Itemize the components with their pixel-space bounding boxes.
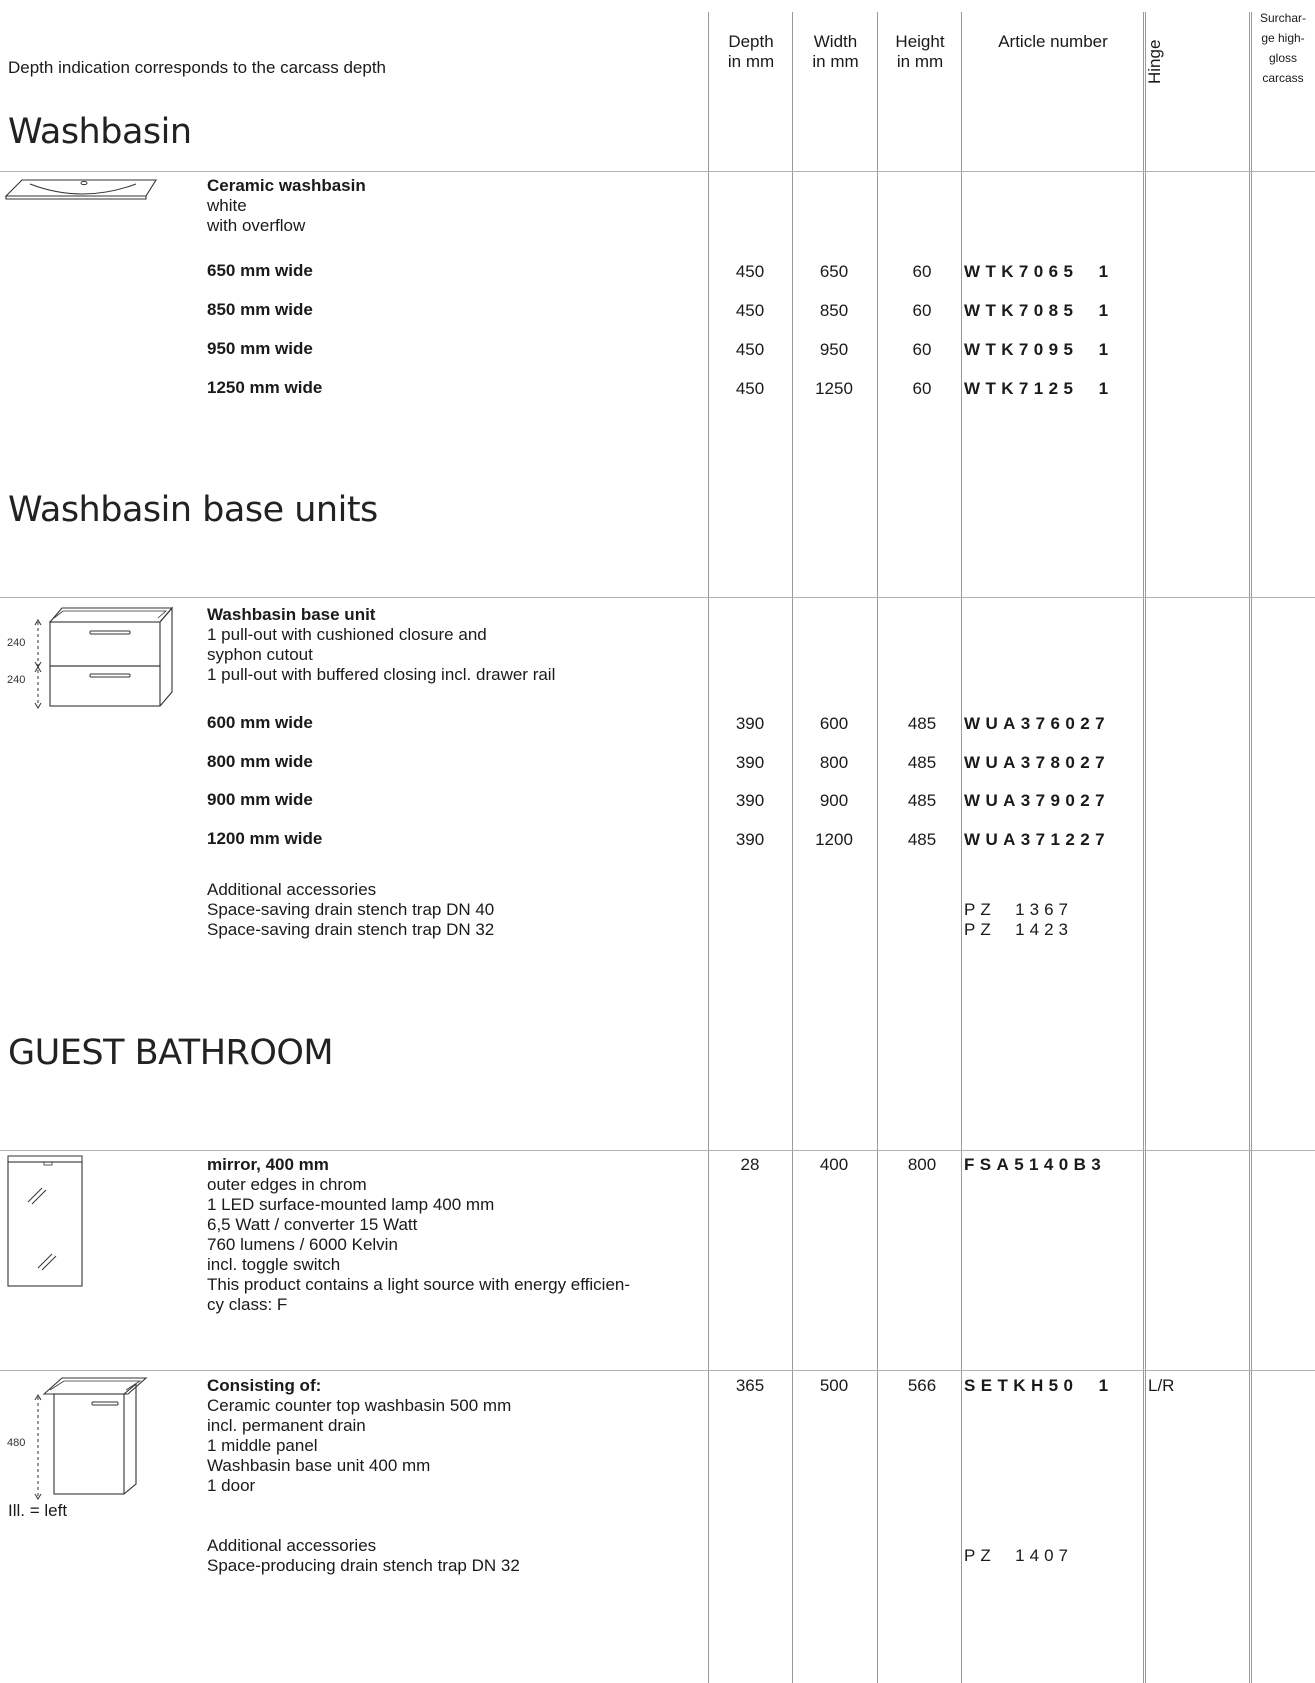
surcharge-header-line: ge high-	[1261, 31, 1305, 45]
width-cell: 900	[819, 791, 849, 810]
mirror-illustration	[6, 1154, 86, 1288]
section-separator	[0, 171, 1315, 172]
section-separator	[0, 1150, 1315, 1151]
surcharge-header-line: carcass	[1262, 71, 1304, 85]
depth-column-header	[710, 32, 792, 72]
product-line: outer edges in chrom	[207, 1175, 367, 1194]
height-cell: 60	[912, 262, 932, 281]
depth-cell: 390	[735, 714, 765, 733]
row-label: 1200 mm wide	[207, 829, 323, 848]
article-cell: WTK7125 1	[964, 379, 1114, 398]
dimension-label: 480	[7, 1437, 26, 1449]
product-line: white	[207, 196, 247, 215]
depth-cell: 450	[735, 262, 765, 281]
column-divider	[1249, 12, 1252, 1683]
product-line: 1 door	[207, 1476, 256, 1495]
accessory-item: Space-producing drain stench trap DN 32	[207, 1556, 520, 1575]
width-cell: 850	[819, 301, 849, 320]
height-cell: 60	[912, 340, 932, 359]
product-line: 6,5 Watt / converter 15 Watt	[207, 1215, 418, 1234]
height-cell: 800	[907, 1155, 937, 1174]
width-cell: 800	[819, 753, 849, 772]
product-line: cy class: F	[207, 1295, 288, 1314]
product-line: Ceramic counter top washbasin 500 mm	[207, 1396, 512, 1415]
depth-cell: 365	[735, 1376, 765, 1395]
width-cell: 1200	[815, 830, 853, 849]
dimension-arrow-icon	[34, 620, 42, 708]
width-cell: 1250	[815, 379, 853, 398]
article-cell: WUA371227	[964, 830, 1110, 849]
height-cell: 485	[907, 830, 937, 849]
accessories-block	[207, 880, 494, 940]
row-label: 1250 mm wide	[207, 378, 323, 397]
product-line: 1 pull-out with cushioned closure and	[207, 625, 487, 644]
product-line: Washbasin base unit 400 mm	[207, 1456, 431, 1475]
height-cell: 60	[912, 379, 932, 398]
height-column-header	[879, 32, 961, 72]
illustration-note: Ill. = left	[8, 1501, 68, 1520]
width-cell: 950	[819, 340, 849, 359]
section-title-base-units: Washbasin base units	[8, 490, 378, 530]
row-label: 950 mm wide	[207, 339, 313, 358]
article-cell: WUA378027	[964, 753, 1110, 772]
width-header-unit: in mm	[812, 52, 859, 71]
depth-header-unit: in mm	[727, 52, 775, 71]
depth-cell: 390	[735, 753, 765, 772]
product-name: Consisting of:	[207, 1376, 322, 1395]
dimension-arrow-icon	[34, 1395, 42, 1499]
height-header-line: Height	[895, 32, 945, 51]
article-cell: WTK7085 1	[964, 301, 1114, 320]
accessory-item: Space-saving drain stench trap DN 40	[207, 900, 495, 919]
row-label: 600 mm wide	[207, 713, 313, 732]
depth-note: Depth indication corresponds to the carcass depth	[8, 58, 387, 77]
washbasin-base-unit-illustration	[46, 604, 176, 708]
accessories-block	[207, 1536, 520, 1576]
dimension-label: 240	[7, 637, 26, 649]
surcharge-header-line: gloss	[1268, 51, 1297, 65]
product-line: syphon cutout	[207, 645, 313, 664]
section-title-guest-bathroom: GUEST BATHROOM	[8, 1033, 334, 1073]
width-header-line: Width	[813, 32, 858, 51]
base-unit-desc	[207, 605, 555, 685]
column-divider	[792, 12, 793, 1683]
surcharge-header-line: Surchar-	[1259, 11, 1306, 25]
mirror-desc	[207, 1155, 630, 1315]
accessory-article: PZ 1407	[964, 1546, 1073, 1565]
section-title-washbasin: Washbasin	[8, 112, 192, 152]
article-cell: WUA379027	[964, 791, 1110, 810]
product-line: 760 lumens / 6000 Kelvin	[207, 1235, 398, 1254]
product-line: incl. toggle switch	[207, 1255, 341, 1274]
height-cell: 485	[907, 714, 937, 733]
hinge-cell: L/R	[1148, 1376, 1175, 1395]
depth-cell: 450	[735, 340, 765, 359]
height-cell: 60	[912, 301, 932, 320]
depth-cell: 390	[735, 830, 765, 849]
accessories-heading: Additional accessories	[207, 880, 377, 899]
article-cell: WUA376027	[964, 714, 1110, 733]
width-cell: 400	[819, 1155, 849, 1174]
section-separator	[0, 597, 1315, 598]
row-label: 800 mm wide	[207, 752, 313, 771]
product-line: This product contains a light source with energy efficien-	[207, 1275, 631, 1294]
accessory-article: PZ 1423	[964, 920, 1073, 939]
set-desc	[207, 1376, 511, 1496]
height-cell: 485	[907, 753, 937, 772]
section-separator	[0, 1370, 1315, 1371]
depth-cell: 28	[740, 1155, 760, 1174]
width-column-header	[794, 32, 877, 72]
column-divider	[877, 12, 878, 1683]
dimension-label: 240	[7, 674, 26, 686]
depth-cell: 390	[735, 791, 765, 810]
ceramic-washbasin-desc	[207, 176, 366, 236]
width-cell: 650	[819, 262, 849, 281]
product-line: incl. permanent drain	[207, 1416, 366, 1435]
depth-cell: 450	[735, 301, 765, 320]
row-label: 650 mm wide	[207, 261, 313, 280]
ceramic-washbasin-illustration	[4, 178, 160, 202]
column-divider	[708, 12, 709, 1683]
article-cell: SETKH50 1	[964, 1376, 1114, 1395]
height-cell: 485	[907, 791, 937, 810]
accessories-heading: Additional accessories	[207, 1536, 377, 1555]
product-name: Ceramic washbasin	[207, 176, 366, 195]
hinge-column-header: Hinge	[1145, 39, 1164, 84]
width-cell: 500	[819, 1376, 849, 1395]
product-line: 1 LED surface-mounted lamp 400 mm	[207, 1195, 495, 1214]
height-header-unit: in mm	[896, 52, 944, 71]
product-line: 1 pull-out with buffered closing incl. drawer rail	[207, 665, 556, 684]
row-label: 900 mm wide	[207, 790, 313, 809]
depth-header-line: Depth	[728, 32, 774, 51]
article-cell: WTK7065 1	[964, 262, 1114, 281]
article-cell: FSA5140B3	[964, 1155, 1107, 1174]
accessory-item: Space-saving drain stench trap DN 32	[207, 920, 495, 939]
washbasin-set-illustration	[40, 1374, 150, 1498]
product-line: 1 middle panel	[207, 1436, 318, 1455]
product-line: with overflow	[207, 216, 306, 235]
article-cell: WTK7095 1	[964, 340, 1114, 359]
accessory-article: PZ 1367	[964, 900, 1073, 919]
depth-cell: 450	[735, 379, 765, 398]
article-column-header: Article number	[998, 32, 1108, 51]
row-label: 850 mm wide	[207, 300, 313, 319]
width-cell: 600	[819, 714, 849, 733]
product-name: mirror, 400 mm	[207, 1155, 329, 1174]
height-cell: 566	[907, 1376, 937, 1395]
product-name: Washbasin base unit	[207, 605, 376, 624]
surcharge-column-header	[1251, 8, 1315, 88]
column-divider	[1143, 12, 1146, 1683]
